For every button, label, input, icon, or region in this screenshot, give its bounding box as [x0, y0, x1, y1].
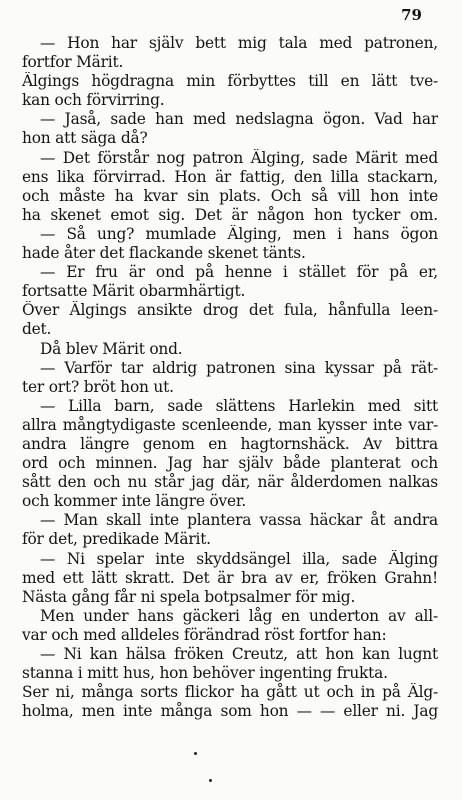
text-line: Då blev Märit ond.: [40, 339, 183, 358]
text-line: — Jaså, sade han med nedslagna ögon. Vad har: [40, 110, 438, 129]
text-line: Men under hans gäckeri låg en underton av all-: [40, 606, 438, 625]
text-line: Över Älgings ansikte drog det fula, hånfulla leen-: [22, 301, 438, 320]
text-line: — Lilla barn, sade slättens Harlekin med sitt: [40, 396, 438, 415]
text-line: andra längre genom en hagtornshäck. Av bittra: [22, 434, 438, 453]
text-line: var och med alldeles förändrad röst fortfor han:: [22, 625, 387, 644]
text-line: — Det förstår nog patron Älging, sade Märit med: [40, 148, 438, 167]
text-line: hade åter det flackande skenet tänts.: [22, 244, 306, 263]
text-line: Ser ni, många sorts flickor ha gått ut och in på Älg-: [22, 683, 438, 702]
text-line: — Varför tar aldrig patronen sina kyssar på rät-: [40, 358, 438, 377]
text-line: — Ni spelar inte skyddsängel illa, sade Älging: [40, 549, 438, 568]
decorative-dot: [209, 779, 212, 782]
text-line: Älgings högdragna min förbyttes till en lätt tve-: [22, 72, 438, 91]
text-line: ens lika förvirrad. Hon är fattig, den lilla stackarn,: [22, 167, 438, 186]
page-number: 79: [401, 6, 422, 24]
text-line: sått den och nu står jag där, när ålderdomen nalkas: [22, 473, 438, 492]
text-line: — Ni kan hälsa fröken Creutz, att hon kan lugnt: [40, 645, 438, 663]
text-line: — Hon har själv bett mig tala med patronen,: [40, 34, 438, 52]
text-line: ord och minnen. Jag har själv både planterat och: [22, 454, 438, 473]
text-line: stanna i mitt hus, hon behöver ingenting frukta.: [22, 664, 388, 683]
text-line: kan och förvirring.: [22, 91, 165, 110]
text-line: fortfor Märit.: [22, 53, 124, 72]
body-text: [22, 34, 438, 721]
text-line: och kommer inte längre över.: [22, 492, 247, 511]
text-line: — Er fru är ond på henne i stället för på er,: [40, 263, 438, 282]
text-line: det.: [22, 320, 52, 339]
text-line: Nästa gång får ni spela botpsalmer för mig.: [22, 587, 356, 606]
text-line: med ett lätt skratt. Det är bra av er, fröken Grahn!: [22, 568, 438, 587]
text-line: för det, predikade Märit.: [22, 530, 211, 549]
text-line: — Man skall inte plantera vassa häckar åt andra: [40, 511, 438, 530]
text-line: ha skenet emot sig. Det är någon hon tycker om.: [22, 205, 438, 224]
text-line: fortsatte Märit obarmhärtigt.: [22, 282, 246, 301]
text-line: holma, men inte många som hon — — eller ni. Jag: [22, 702, 438, 721]
text-line: och måste ha kvar sin plats. Och så vill hon inte: [22, 186, 438, 205]
text-line: ter ort? bröt hon ut.: [22, 377, 174, 396]
text-line: allra mångtydigaste scenleende, man kysser inte var-: [22, 415, 438, 434]
text-line: hon att säga då?: [22, 129, 148, 148]
decorative-dot: [194, 752, 197, 755]
text-line: — Så ung? mumlade Älging, men i hans ögon: [40, 224, 438, 243]
